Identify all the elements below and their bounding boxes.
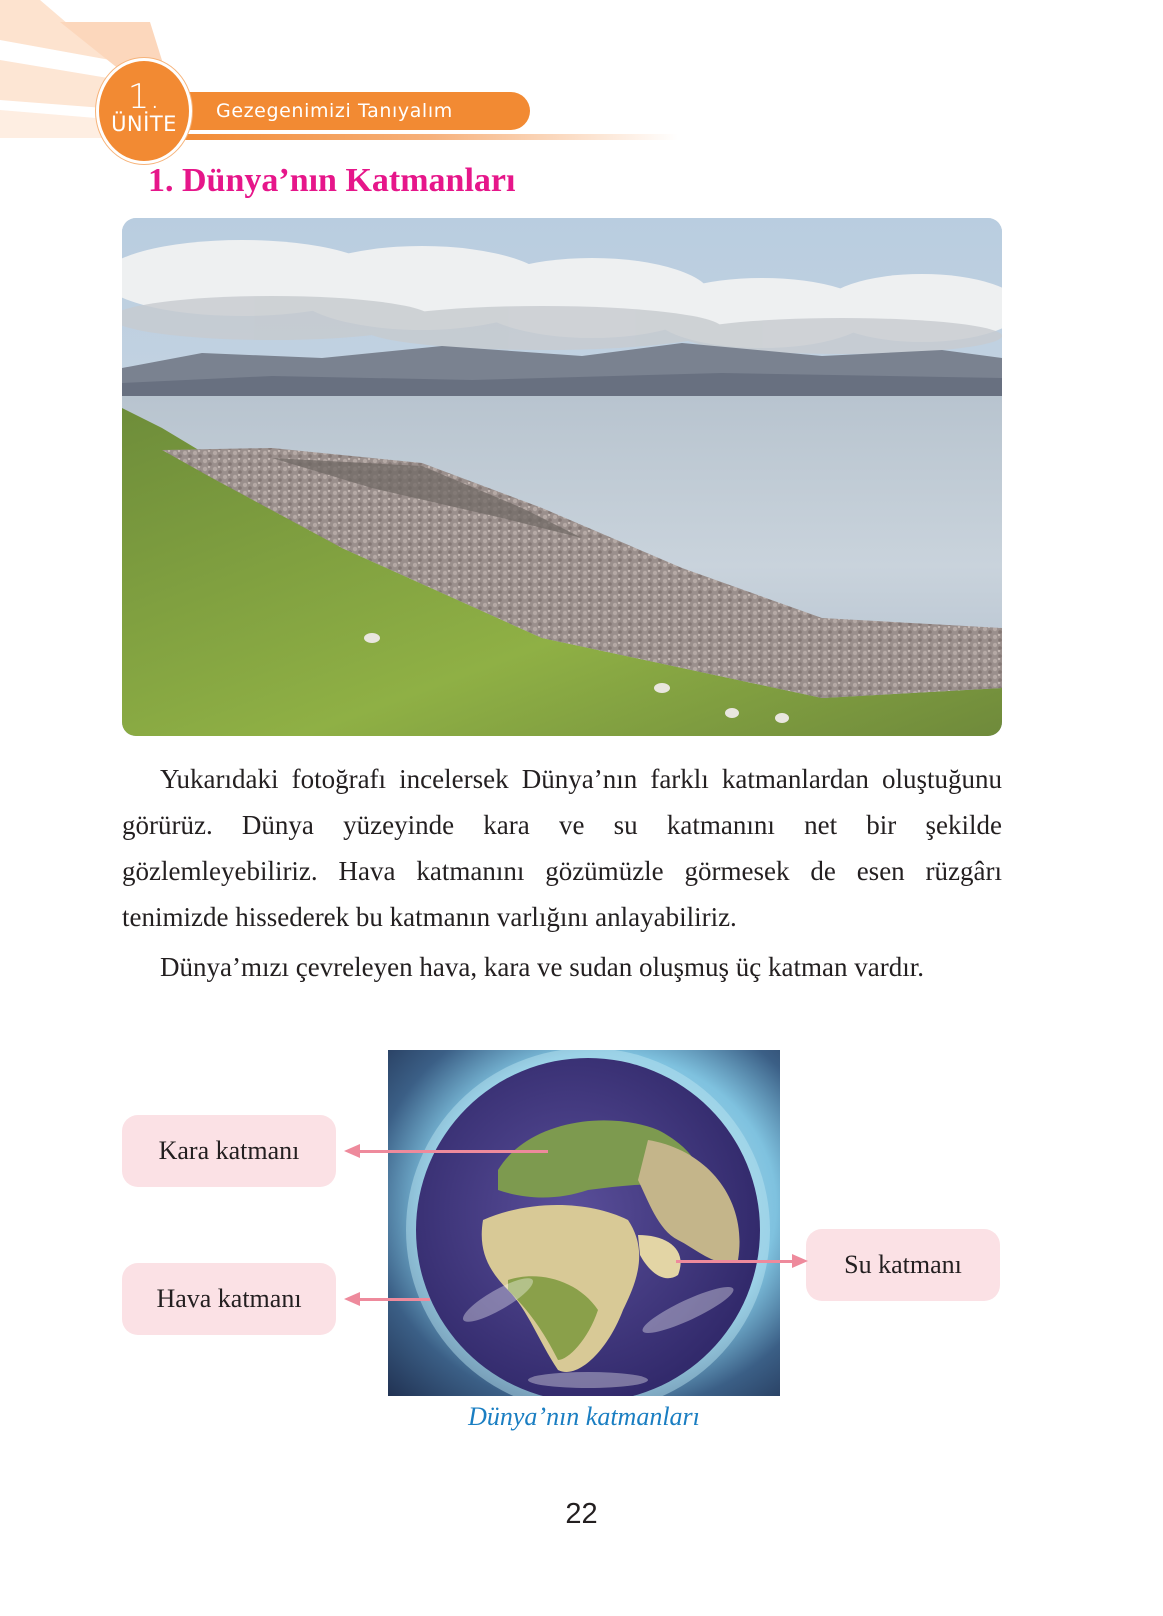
water-layer-text: Su katmanı (844, 1250, 962, 1279)
unit-number: 1. (127, 77, 161, 117)
arrow-left-icon (358, 1150, 548, 1153)
figure-caption: Dünya’nın katmanları (468, 1402, 700, 1431)
arrow-right-icon (676, 1260, 794, 1263)
earth-image (388, 1050, 780, 1396)
water-layer-label (806, 1229, 1000, 1301)
unit-header-underline (178, 134, 678, 140)
unit-title: Gezegenimizi Tanıyalım (216, 100, 453, 122)
landscape-photo (122, 218, 1002, 736)
unit-badge (96, 58, 192, 164)
section-title: 1. Dünya’nın Katmanları (148, 162, 516, 199)
unit-title-banner (168, 92, 530, 130)
arrow-left-icon (358, 1298, 430, 1301)
air-layer-label (122, 1263, 336, 1335)
land-layer-label (122, 1115, 336, 1187)
air-layer-text: Hava katmanı (156, 1284, 302, 1313)
land-layer-text: Kara katmanı (158, 1136, 300, 1165)
paragraph: Dünya’mızı çevreleyen hava, kara ve sudan oluşmuş üç katman vardır. (160, 952, 924, 982)
paragraph: Yukarıdaki fotoğrafı incelersek Dünya’nın farklı katmanlardan oluştuğunu görürüz. Dünya yüzeyinde kara ve su katmanını net bir şekilde gözlemleyebiliriz. Hava katmanını gözümüzle görmesek de esen rüzgârı tenimizde hissederek bu katmanın varlığını anlayabiliriz. (122, 764, 1002, 932)
unit-word: ÜNİTE (111, 112, 177, 136)
body-text (122, 756, 1002, 990)
page-number: 22 (565, 1498, 598, 1530)
